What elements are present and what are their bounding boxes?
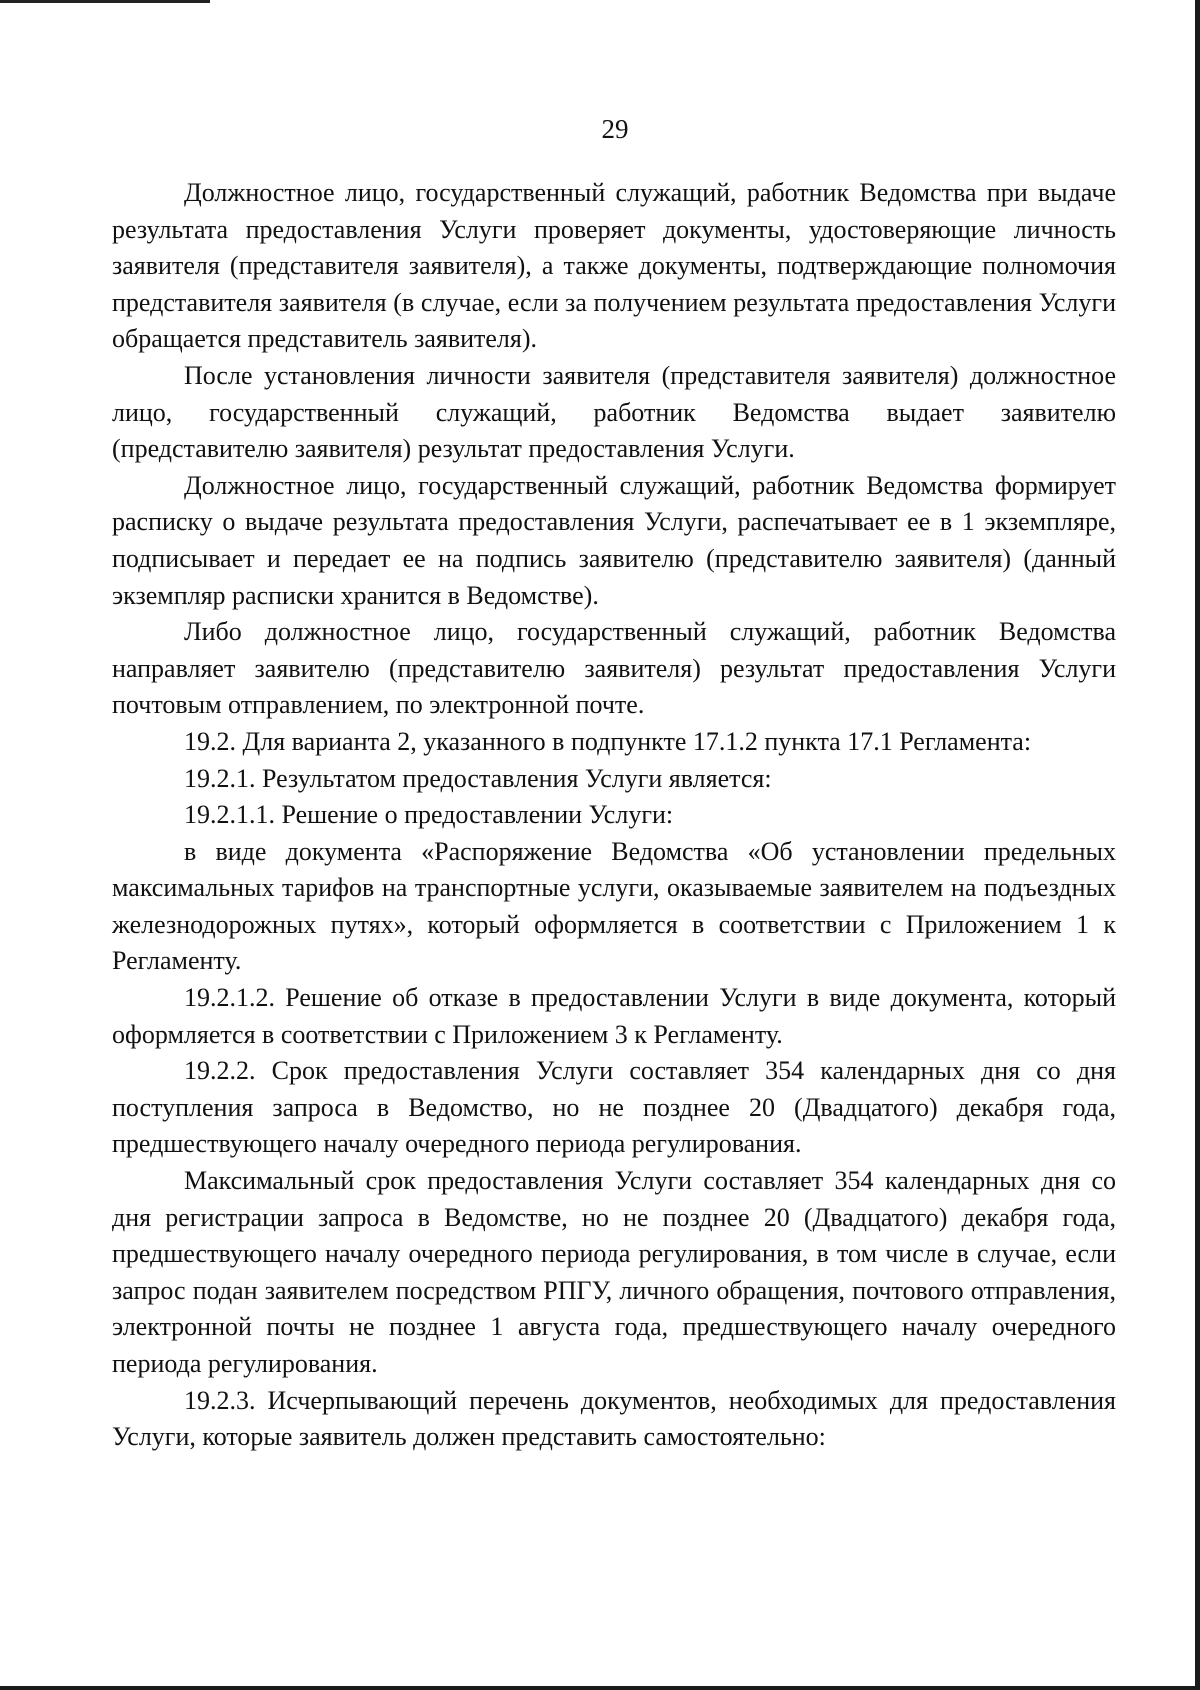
paragraph: Максимальный срок предоставления Услуги составляет 354 календарных дня со дня регистрации запроса в Ведомстве, но не позднее 20 (Двадцатого) декабря года, предшествующего началу очередного периода регулирования, в том числе в случае, если запрос подан заявителем посредством РПГУ, личного обращения, почтового отправления, электронной почты не позднее 1 августа года, предшествующего началу очередного периода регулирования. (112, 1166, 1116, 1378)
paragraph: 19.2.1.2. Решение об отказе в предоставлении Услуги в виде документа, который оформляется в соответствии с Приложением 3 к Регламенту. (112, 983, 1116, 1049)
scan-edge-right (1195, 0, 1200, 1690)
paragraph: Либо должностное лицо, государственный служащий, работник Ведомства направляет заявителю (представителю заявителя) результат предоставления Услуги почтовым отправлением, по электронной почте. (112, 617, 1116, 720)
scan-edge-top (0, 0, 210, 3)
paragraph: 19.2.1. Результатом предоставления Услуги является: (184, 763, 772, 793)
page-number: 29 (601, 114, 629, 144)
document-body (112, 175, 1116, 1456)
paragraph: 19.2.2. Срок предоставления Услуги составляет 354 календарных дня со дня поступления запроса в Ведомство, но не позднее 20 (Двадцатого) декабря года, предшествующего началу очередного периода регулирования. (112, 1056, 1116, 1159)
scan-edge-bottom (0, 1686, 1200, 1690)
paragraph: 19.2.1.1. Решение о предоставлении Услуги: (184, 800, 674, 830)
paragraph: в виде документа «Распоряжение Ведомства «Об установлении предельных максимальных тарифов на транспортные услуги, оказываемые заявителем на подъездных железнодорожных путях», который оформляется в соответствии с Приложением 1 к Регламенту. (112, 836, 1116, 976)
paragraph: 19.2. Для варианта 2, указанного в подпункте 17.1.2 пункта 17.1 Регламента: (184, 726, 1032, 756)
paragraph: Должностное лицо, государственный служащий, работник Ведомства формирует расписку о выдаче результата предоставления Услуги, распечатывает ее в 1 экземпляре, подписывает и передает ее на подпись заявителю (представителю заявителя) (данный экземпляр расписки хранится в Ведомстве). (112, 470, 1116, 610)
paragraph: 19.2.3. Исчерпывающий перечень документов, необходимых для предоставления Услуги, которые заявитель должен представить самостоятельно: (112, 1385, 1116, 1452)
paragraph: Должностное лицо, государственный служащий, работник Ведомства при выдаче результата предоставления Услуги проверяет документы, удостоверяющие личность заявителя (представителя заявителя), а также документы, подтверждающие полномочия представителя заявителя (в случае, если за получением результата предоставления Услуги обращается представитель заявителя). (112, 178, 1116, 354)
paragraph: После установления личности заявителя (представителя заявителя) должностное лицо, государственный служащий, работник Ведомства выдает заявителю (представителю заявителя) результат предоставления Услуги. (112, 360, 1116, 464)
